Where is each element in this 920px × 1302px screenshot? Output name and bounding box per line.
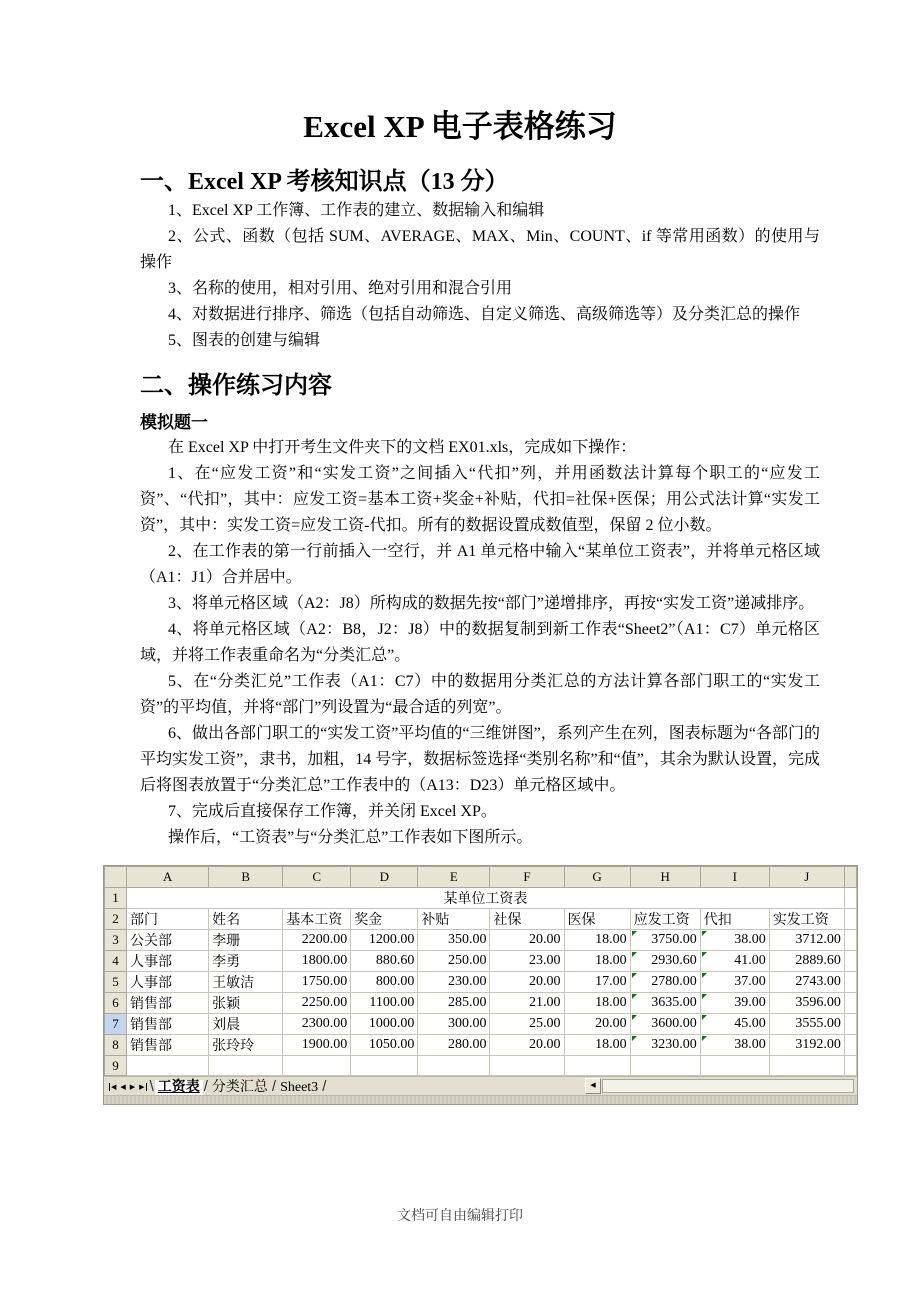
error-indicator-triangle	[702, 1036, 707, 1041]
data-cell: 1000.00	[351, 1014, 418, 1035]
column-header-J: J	[769, 867, 844, 888]
column-header-C: C	[283, 867, 351, 888]
data-cell: 3712.00	[769, 930, 844, 951]
empty-cell	[844, 1056, 856, 1076]
data-cell: 3750.00	[630, 930, 700, 951]
data-cell: 刘晨	[209, 1014, 283, 1035]
cell-partial	[844, 930, 856, 951]
row-header-7: 7	[105, 1014, 127, 1035]
tab-navigation-buttons	[107, 1078, 149, 1094]
scroll-left-icon: ◀	[585, 1078, 601, 1094]
tab-separator: \	[149, 1077, 154, 1095]
field-header-cell: 实发工资	[769, 909, 844, 930]
exercise1-subheading: 模拟题一	[140, 413, 208, 432]
data-cell: 3555.00	[769, 1014, 844, 1035]
data-cell: 公关部	[127, 930, 209, 951]
data-cell: 350.00	[418, 930, 490, 951]
cell-merged-title: 某单位工资表	[127, 888, 845, 909]
data-cell: 张玲玲	[209, 1035, 283, 1056]
empty-cell	[283, 1056, 351, 1076]
data-cell: 20.00	[490, 972, 564, 993]
tab-separator: /	[271, 1078, 277, 1095]
error-indicator-triangle	[702, 952, 707, 957]
error-indicator-triangle	[632, 1036, 637, 1041]
error-indicator-triangle	[632, 1015, 637, 1020]
cell-partial	[844, 951, 856, 972]
knowledge-point-4: 4、对数据进行排序、筛选（包括自动筛选、自定义筛选、高级筛选等）及分类汇总的操作	[168, 306, 801, 323]
data-cell: 王敏洁	[209, 972, 283, 993]
section1-knowledge-points	[140, 198, 820, 354]
error-indicator-triangle	[632, 952, 637, 957]
sheet-tab-工资表: 工资表	[155, 1080, 203, 1095]
data-cell: 880.60	[351, 951, 418, 972]
data-cell: 李勇	[209, 951, 283, 972]
row-header-2: 2	[105, 909, 127, 930]
knowledge-point-3: 3、名称的使用，相对引用、绝对引用和混合引用	[168, 280, 513, 297]
tab-separator: /	[203, 1078, 208, 1095]
data-cell: 1750.00	[283, 972, 351, 993]
data-cell: 17.00	[564, 972, 630, 993]
doc-content	[140, 166, 820, 851]
column-header-H: H	[630, 867, 700, 888]
empty-cell	[490, 1056, 564, 1076]
data-cell: 285.00	[418, 993, 490, 1014]
doc-title: Excel XP 电子表格练习	[303, 109, 617, 144]
data-cell: 38.00	[700, 930, 769, 951]
sheet-row-2	[105, 909, 857, 930]
tab-separator: /	[322, 1078, 327, 1095]
error-indicator-triangle	[632, 931, 637, 936]
data-cell: 23.00	[490, 951, 564, 972]
exercise1-step-6: 6、做出各部门职工的“实发工资”平均值的“三维饼图”，系列产生在列，图表标题为“各部门的平均实发工资”，隶书，加粗，14 号字，数据标签选择“类别名称”和“值”，其余为默认设置，完成后将图表放置于“分类汇总”工作表中的（A13：D23）单元格区域中。	[140, 725, 820, 794]
sheet-tab-Sheet3: Sheet3	[280, 1080, 319, 1095]
error-indicator-triangle	[702, 931, 707, 936]
data-cell: 3596.00	[769, 993, 844, 1014]
data-cell: 李珊	[209, 930, 283, 951]
column-header-E: E	[418, 867, 490, 888]
exercise1-step-4: 4、将单元格区域（A2：B8，J2：J8）中的数据复制到新工作表“Sheet2”（A1：C7）单元格区域，并将工作表重命名为“分类汇总”。	[140, 621, 820, 664]
data-cell: 1800.00	[283, 951, 351, 972]
row-header-3: 3	[105, 930, 127, 951]
column-header-A: A	[127, 867, 209, 888]
data-cell: 21.00	[490, 993, 564, 1014]
data-cell: 25.00	[490, 1014, 564, 1035]
data-cell: 300.00	[418, 1014, 490, 1035]
horizontal-scrollbar-track	[602, 1079, 854, 1093]
data-cell: 3192.00	[769, 1035, 844, 1056]
column-header-partial	[844, 867, 856, 888]
section1-heading: 一、Excel XP 考核知识点（13 分）	[140, 169, 509, 195]
knowledge-point-1: 1、Excel XP 工作簿、工作表的建立、数据输入和编辑	[168, 202, 545, 219]
knowledge-point-2: 2、公式、函数（包括 SUM、AVERAGE、MAX、Min、COUNT、if 等常用函数）的使用与操作	[140, 228, 820, 271]
field-header-cell: 代扣	[700, 909, 769, 930]
sheet-row-3	[105, 930, 857, 951]
error-indicator-triangle	[702, 994, 707, 999]
sheet-row-5	[105, 972, 857, 993]
data-cell: 人事部	[127, 972, 209, 993]
data-cell: 2889.60	[769, 951, 844, 972]
data-cell: 销售部	[127, 993, 209, 1014]
data-cell: 39.00	[700, 993, 769, 1014]
tab-nav-next-icon: ▶	[129, 1083, 136, 1091]
sheet-row-9	[105, 1056, 857, 1076]
sheet-row-4	[105, 951, 857, 972]
data-cell: 37.00	[700, 972, 769, 993]
data-cell: 销售部	[127, 1035, 209, 1056]
empty-cell	[769, 1056, 844, 1076]
data-cell: 人事部	[127, 951, 209, 972]
field-header-cell: 医保	[564, 909, 630, 930]
field-header-cell: 社保	[490, 909, 564, 930]
empty-cell	[418, 1056, 490, 1076]
data-cell: 2743.00	[769, 972, 844, 993]
column-header-I: I	[700, 867, 769, 888]
column-header-D: D	[351, 867, 418, 888]
empty-cell	[209, 1056, 283, 1076]
empty-cell	[700, 1056, 769, 1076]
data-cell: 1900.00	[283, 1035, 351, 1056]
sheet-row-8	[105, 1035, 857, 1056]
field-header-cell: 姓名	[209, 909, 283, 930]
data-cell: 20.00	[490, 930, 564, 951]
sheet-row-1	[105, 888, 857, 909]
footer-note: 文档可自由编辑打印	[397, 1207, 523, 1223]
column-header-G: G	[564, 867, 630, 888]
data-cell: 3635.00	[630, 993, 700, 1014]
data-cell: 张颖	[209, 993, 283, 1014]
cell-partial	[844, 993, 856, 1014]
data-cell: 2200.00	[283, 930, 351, 951]
data-cell: 280.00	[418, 1035, 490, 1056]
data-cell: 3230.00	[630, 1035, 700, 1056]
tab-nav-last-icon: ▶	[139, 1083, 145, 1091]
exercise1-step-5: 5、在“分类汇兑”工作表（A1：C7）中的数据用分类汇总的方法计算各部门职工的“实发工资”的平均值，并将“部门”列设置为“最合适的列宽”。	[140, 673, 820, 716]
empty-cell	[127, 1056, 209, 1076]
exercise1-step-7: 7、完成后直接保存工作簿，并关闭 Excel XP。	[168, 803, 497, 820]
data-cell: 18.00	[564, 1035, 630, 1056]
empty-cell	[630, 1056, 700, 1076]
cell-partial	[844, 888, 856, 909]
exercise1-step-3: 3、将单元格区域（A2：J8）所构成的数据先按“部门”递增排序，再按“实发工资”递减排序。	[168, 595, 815, 612]
row-header-5: 5	[105, 972, 127, 993]
data-cell: 20.00	[564, 1014, 630, 1035]
data-cell: 38.00	[700, 1035, 769, 1056]
cell-partial	[844, 972, 856, 993]
row-header-9: 9	[105, 1056, 127, 1076]
field-header-cell: 部门	[127, 909, 209, 930]
row-header-6: 6	[105, 993, 127, 1014]
row-header-4: 4	[105, 951, 127, 972]
section2-heading: 二、操作练习内容	[140, 373, 332, 399]
cell-partial	[844, 1035, 856, 1056]
empty-cell	[351, 1056, 418, 1076]
column-header-F: F	[490, 867, 564, 888]
row-header-1: 1	[105, 888, 127, 909]
data-cell: 250.00	[418, 951, 490, 972]
knowledge-point-5: 5、图表的创建与编辑	[168, 332, 321, 349]
data-cell: 1200.00	[351, 930, 418, 951]
row-header-8: 8	[105, 1035, 127, 1056]
data-cell: 230.00	[418, 972, 490, 993]
error-indicator-triangle	[702, 973, 707, 978]
screenshot-bottom-edge	[104, 1095, 857, 1104]
data-cell: 3600.00	[630, 1014, 700, 1035]
field-header-cell: 应发工资	[630, 909, 700, 930]
exercise1-step-1: 1、在“应发工资”和“实发工资”之间插入“代扣”列，并用函数法计算每个职工的“应发工资”、“代扣”，其中：应发工资=基本工资+奖金+补贴，代扣=社保+医保；用公式法计算“实发工资”，其中：实发工资=应发工资-代扣。所有的数据设置成数值型，保留 2 位小数。	[140, 465, 820, 534]
cell-partial	[844, 1014, 856, 1035]
error-indicator-triangle	[632, 973, 637, 978]
tab-nav-previous-icon: ◀	[120, 1083, 126, 1091]
sheet-row-6	[105, 993, 857, 1014]
exercise1-outro: 操作后，“工资表”与“分类汇总”工作表如下图所示。	[168, 829, 533, 846]
field-header-cell: 补贴	[418, 909, 490, 930]
sheet-tabs	[155, 1076, 328, 1096]
worksheet-grid	[104, 866, 857, 1076]
data-cell: 800.00	[351, 972, 418, 993]
sheet-tab-bar	[104, 1076, 857, 1095]
sheet-tab-分类汇总: 分类汇总	[211, 1080, 268, 1095]
exercise1-step-2: 2、在工作表的第一行前插入一空行，并 A1 单元格中输入“某单位工资表”，并将单元格区域（A1：J1）合并居中。	[140, 543, 820, 586]
data-cell: 18.00	[564, 951, 630, 972]
field-header-cell: 奖金	[351, 909, 418, 930]
spreadsheet-screenshot	[103, 865, 858, 1105]
data-cell: 18.00	[564, 993, 630, 1014]
column-header-B: B	[209, 867, 283, 888]
data-cell: 20.00	[490, 1035, 564, 1056]
cell-partial	[844, 909, 856, 930]
error-indicator-triangle	[702, 1015, 707, 1020]
data-cell: 45.00	[700, 1014, 769, 1035]
select-all-corner	[105, 867, 127, 888]
sheet-row-7	[105, 1014, 857, 1035]
tab-nav-first-icon: ◀	[111, 1083, 117, 1091]
data-cell: 1100.00	[351, 993, 418, 1014]
field-header-cell: 基本工资	[283, 909, 351, 930]
exercise1-intro: 在 Excel XP 中打开考生文件夹下的文档 EX01.xls，完成如下操作：	[168, 439, 637, 456]
data-cell: 2300.00	[283, 1014, 351, 1035]
data-cell: 18.00	[564, 930, 630, 951]
error-indicator-triangle	[632, 994, 637, 999]
data-cell: 41.00	[700, 951, 769, 972]
column-header-row	[105, 867, 857, 888]
exercise1-steps	[140, 461, 820, 825]
data-cell: 2250.00	[283, 993, 351, 1014]
data-cell: 销售部	[127, 1014, 209, 1035]
data-cell: 2780.00	[630, 972, 700, 993]
empty-cell	[564, 1056, 630, 1076]
data-cell: 1050.00	[351, 1035, 418, 1056]
data-cell: 2930.60	[630, 951, 700, 972]
